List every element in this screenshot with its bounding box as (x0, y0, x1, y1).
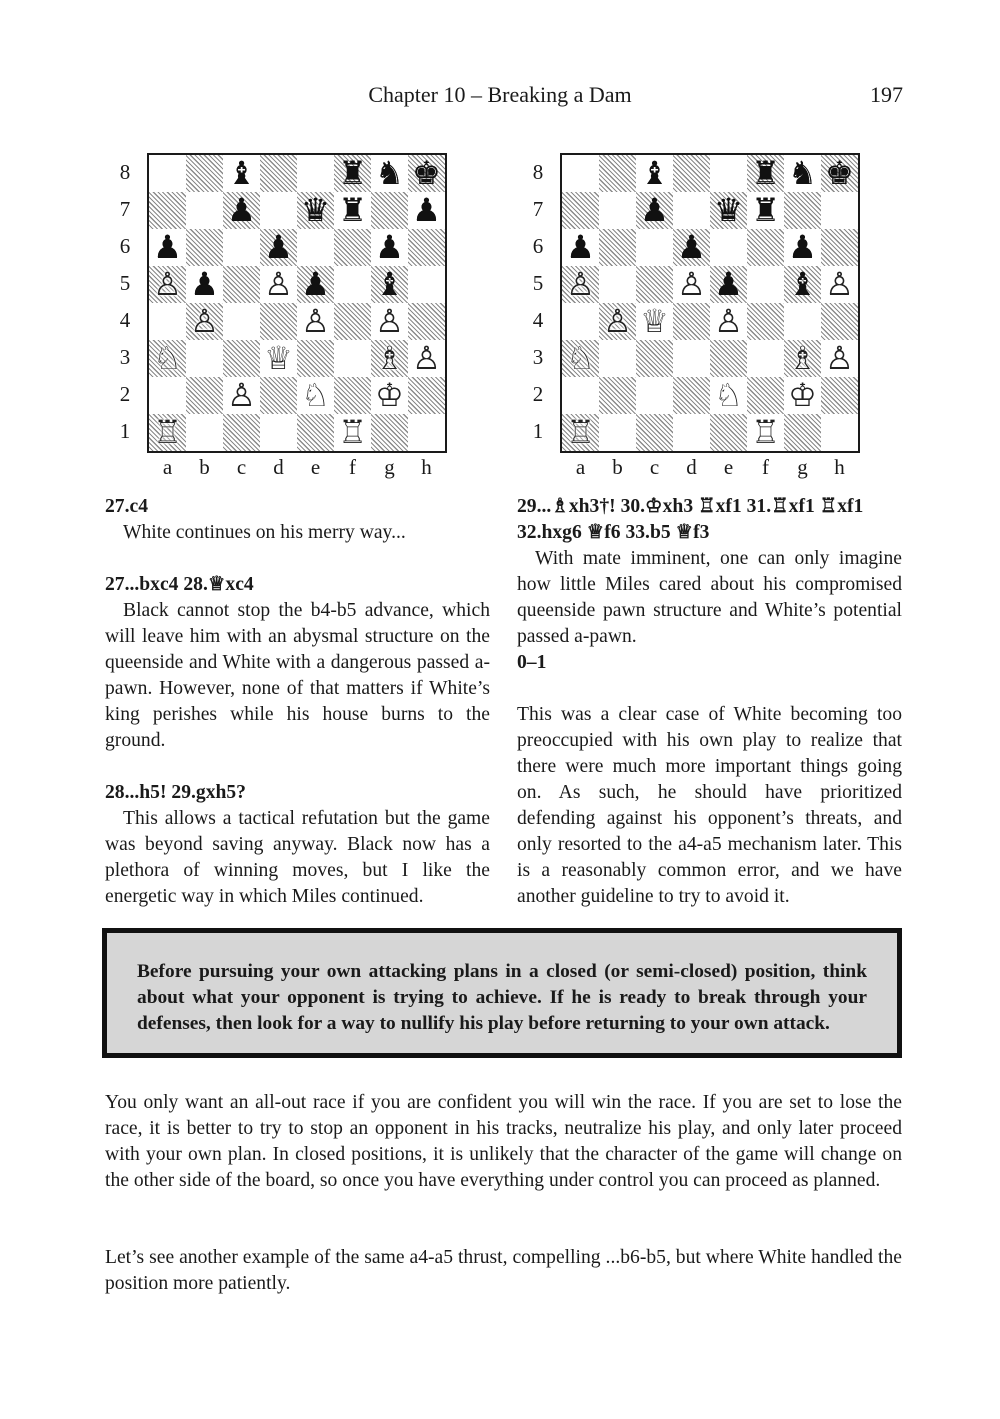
square-c5 (223, 266, 260, 303)
rank-label: 5 (119, 271, 131, 295)
rank-label: 5 (532, 271, 544, 295)
square-g1 (784, 414, 821, 451)
black-piece-h8: ♚ (825, 154, 854, 192)
square-e3 (710, 340, 747, 377)
square-b2 (599, 377, 636, 414)
square-f2 (747, 377, 784, 414)
square-c1 (636, 414, 673, 451)
square-c4 (223, 303, 260, 340)
commentary: With mate imminent, one can only imagine how little Miles cared about his compromised queenside pawn structure and White’s potential passed a-pawn. (517, 548, 902, 647)
rank-label: 1 (119, 419, 131, 443)
file-label: d (686, 455, 697, 479)
square-h6 (821, 229, 858, 266)
chess-diagram-2 (525, 150, 885, 485)
square-d8 (260, 155, 297, 192)
commentary: Black cannot stop the b4-b5 advance, which will leave him with an abysmal structure on the queenside and White with a dangerous passed a-pawn. However, none of that matters if White’s king perishes while his house burns to the ground. (105, 600, 490, 751)
black-piece-g5: ♝ (788, 265, 817, 303)
file-label: c (649, 455, 660, 479)
white-piece-f1: ♖ (338, 413, 367, 451)
file-label: c (236, 455, 247, 479)
square-b1 (186, 414, 223, 451)
white-piece-c4: ♕ (640, 302, 669, 340)
square-g7 (784, 192, 821, 229)
square-h6 (408, 229, 445, 266)
rank-label: 8 (532, 160, 544, 184)
black-piece-e5: ♟ (714, 265, 743, 303)
square-e6 (297, 229, 334, 266)
move-notation: 27...bxc4 28.♕xc4 (105, 574, 254, 595)
square-a7 (562, 192, 599, 229)
square-c1 (223, 414, 260, 451)
square-d4 (673, 303, 710, 340)
white-piece-e2: ♘ (714, 376, 743, 414)
game-result: 0–1 (517, 652, 547, 673)
square-b5 (599, 266, 636, 303)
square-e1 (710, 414, 747, 451)
commentary: This was a clear case of White becoming too preoccupied with his own play to realize that there were much more important things going on. As such, he should have prioritized defending against his opponent’s threats, and only resorted to the a4-a5 mechanism later. This is a reasonably common error, and we have another guideline to try to avoid it. (517, 704, 902, 907)
square-d1 (260, 414, 297, 451)
black-piece-d6: ♟ (264, 228, 293, 266)
square-b8 (186, 155, 223, 192)
square-d2 (673, 377, 710, 414)
white-piece-d5: ♙ (677, 265, 706, 303)
move-notation: 29...♗xh3†! 30.♔xh3 ♖xf1 31.♖xf1 ♖xf1 32.hxg6 ♕f6 33.b5 ♕f3 (517, 496, 864, 543)
square-d8 (673, 155, 710, 192)
square-b6 (599, 229, 636, 266)
black-piece-g8: ♞ (788, 154, 817, 192)
white-piece-h3: ♙ (412, 339, 441, 377)
square-h4 (821, 303, 858, 340)
square-h1 (408, 414, 445, 451)
black-piece-h8: ♚ (412, 154, 441, 192)
file-label: f (762, 455, 769, 479)
square-a8 (562, 155, 599, 192)
white-piece-a5: ♙ (153, 265, 182, 303)
square-d7 (673, 192, 710, 229)
square-c3 (223, 340, 260, 377)
file-label: a (162, 455, 173, 479)
chess-diagram-1 (112, 150, 472, 485)
square-c5 (636, 266, 673, 303)
white-piece-c2: ♙ (227, 376, 256, 414)
square-h2 (821, 377, 858, 414)
square-e8 (710, 155, 747, 192)
black-piece-f8: ♜ (751, 154, 780, 192)
file-labels (149, 455, 445, 485)
file-label: e (723, 455, 734, 479)
square-d3 (673, 340, 710, 377)
square-f6 (747, 229, 784, 266)
square-f5 (334, 266, 371, 303)
white-piece-g3: ♗ (375, 339, 404, 377)
white-piece-b4: ♙ (190, 302, 219, 340)
white-piece-a3: ♘ (566, 339, 595, 377)
file-label: g (797, 455, 808, 479)
file-label: e (310, 455, 321, 479)
white-piece-g2: ♔ (375, 376, 404, 414)
square-c2 (636, 377, 673, 414)
file-label: f (349, 455, 356, 479)
square-f5 (747, 266, 784, 303)
move-notation: 28...h5! 29.gxh5? (105, 782, 246, 803)
square-d1 (673, 414, 710, 451)
white-piece-a5: ♙ (566, 265, 595, 303)
black-piece-e7: ♛ (714, 191, 743, 229)
file-label: d (273, 455, 284, 479)
square-e1 (297, 414, 334, 451)
white-piece-a1: ♖ (566, 413, 595, 451)
file-label: a (575, 455, 586, 479)
file-label: b (199, 455, 210, 479)
black-piece-c8: ♝ (640, 154, 669, 192)
black-piece-e7: ♛ (301, 191, 330, 229)
square-c6 (223, 229, 260, 266)
left-column (105, 494, 490, 910)
rank-label: 3 (532, 345, 544, 369)
black-piece-b5: ♟ (190, 265, 219, 303)
white-piece-e4: ♙ (714, 302, 743, 340)
square-c3 (636, 340, 673, 377)
file-label: b (612, 455, 623, 479)
chessboard (560, 153, 860, 453)
right-column (517, 494, 902, 910)
file-label: h (834, 455, 845, 479)
black-piece-e5: ♟ (301, 265, 330, 303)
square-g7 (371, 192, 408, 229)
square-f3 (334, 340, 371, 377)
body-paragraph: You only want an all-out race if you are confident you will win the race. If you are set to lose the race, it is better to try to stop an opponent in his tracks, neutralize his play, and only later proceed with your own plan. In closed positions, it is unlikely that the character of the game will change on the other side of the board, so once you have everything under control you can proceed as planned. (105, 1092, 902, 1191)
white-piece-e2: ♘ (301, 376, 330, 414)
black-piece-c8: ♝ (227, 154, 256, 192)
white-piece-g3: ♗ (788, 339, 817, 377)
white-piece-g2: ♔ (788, 376, 817, 414)
square-e3 (297, 340, 334, 377)
white-piece-a3: ♘ (153, 339, 182, 377)
black-piece-c7: ♟ (227, 191, 256, 229)
square-e8 (297, 155, 334, 192)
white-piece-d3: ♕ (264, 339, 293, 377)
square-d2 (260, 377, 297, 414)
white-piece-d5: ♙ (264, 265, 293, 303)
black-piece-a6: ♟ (566, 228, 595, 266)
white-piece-g4: ♙ (375, 302, 404, 340)
commentary: White continues on his merry way... (123, 522, 406, 543)
square-b2 (186, 377, 223, 414)
square-f2 (334, 377, 371, 414)
square-f4 (747, 303, 784, 340)
body-paragraph: Let’s see another example of the same a4-a5 thrust, compelling ...b6-b5, but where White handled the position more patiently. (105, 1247, 902, 1294)
square-a4 (149, 303, 186, 340)
square-a4 (562, 303, 599, 340)
black-piece-f8: ♜ (338, 154, 367, 192)
square-h2 (408, 377, 445, 414)
square-h7 (821, 192, 858, 229)
square-d7 (260, 192, 297, 229)
black-piece-h7: ♟ (412, 191, 441, 229)
rank-label: 2 (532, 382, 544, 406)
square-b3 (186, 340, 223, 377)
white-piece-e4: ♙ (301, 302, 330, 340)
white-piece-b4: ♙ (603, 302, 632, 340)
square-e6 (710, 229, 747, 266)
white-piece-h3: ♙ (825, 339, 854, 377)
square-f4 (334, 303, 371, 340)
square-a2 (562, 377, 599, 414)
rank-label: 8 (119, 160, 131, 184)
black-piece-g5: ♝ (375, 265, 404, 303)
rank-label: 7 (532, 197, 544, 221)
square-c6 (636, 229, 673, 266)
white-piece-h5: ♙ (825, 265, 854, 303)
chessboard (147, 153, 447, 453)
square-a7 (149, 192, 186, 229)
square-b3 (599, 340, 636, 377)
square-h4 (408, 303, 445, 340)
rank-label: 1 (532, 419, 544, 443)
rank-label: 2 (119, 382, 131, 406)
black-piece-g6: ♟ (375, 228, 404, 266)
rank-label: 6 (532, 234, 544, 258)
square-f6 (334, 229, 371, 266)
rank-label: 4 (532, 308, 544, 332)
square-b7 (186, 192, 223, 229)
square-b6 (186, 229, 223, 266)
rank-label: 3 (119, 345, 131, 369)
white-piece-a1: ♖ (153, 413, 182, 451)
rank-label: 4 (119, 308, 131, 332)
black-piece-a6: ♟ (153, 228, 182, 266)
page-number: 197 (870, 82, 903, 107)
white-piece-f1: ♖ (751, 413, 780, 451)
square-b8 (599, 155, 636, 192)
square-b1 (599, 414, 636, 451)
square-d4 (260, 303, 297, 340)
square-g1 (371, 414, 408, 451)
square-f3 (747, 340, 784, 377)
square-h5 (408, 266, 445, 303)
commentary: This allows a tactical refutation but the game was beyond saving anyway. Black now has a plethora of winning moves, but I like the energetic way in which Miles continued. (105, 808, 490, 907)
square-a8 (149, 155, 186, 192)
guideline-text: Before pursuing your own attacking plans in a closed (or semi-closed) position, think about what your opponent is trying to achieve. If he is ready to break through your defenses, then look for a way to nullify his play before returning to your own attack. (137, 961, 867, 1034)
square-a2 (149, 377, 186, 414)
square-g4 (784, 303, 821, 340)
black-piece-g8: ♞ (375, 154, 404, 192)
rank-label: 7 (119, 197, 131, 221)
guideline-box (102, 928, 902, 1058)
black-piece-f7: ♜ (751, 191, 780, 229)
file-label: g (384, 455, 395, 479)
rank-label: 6 (119, 234, 131, 258)
black-piece-d6: ♟ (677, 228, 706, 266)
chapter-title: Chapter 10 – Breaking a Dam (368, 82, 632, 107)
black-piece-f7: ♜ (338, 191, 367, 229)
move-notation: 27.c4 (105, 496, 148, 517)
square-h1 (821, 414, 858, 451)
square-b7 (599, 192, 636, 229)
black-piece-c7: ♟ (640, 191, 669, 229)
file-label: h (421, 455, 432, 479)
black-piece-g6: ♟ (788, 228, 817, 266)
file-labels (562, 455, 858, 485)
